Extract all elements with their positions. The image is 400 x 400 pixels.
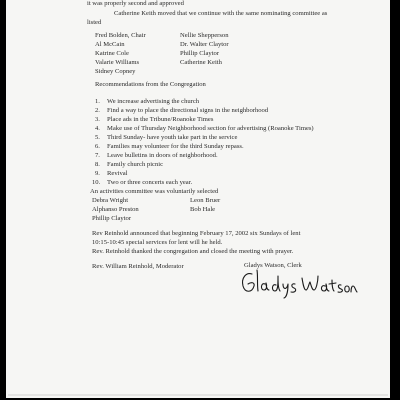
list-item [95, 116, 100, 124]
list-number: 7. [95, 152, 100, 159]
announcement-line-2: 10:15-10:45 special services for lent will he held. [92, 239, 223, 246]
committee-member: Catherine Keith [180, 59, 222, 66]
header-line: it was properly second and approved [87, 0, 184, 7]
list-item-text: Two or three concerts each year. [107, 179, 193, 186]
list-item [95, 134, 100, 142]
list-item-text: Place ads in the Tribune/Roanoke Times [107, 116, 214, 123]
list-number: 3. [95, 116, 100, 123]
list-item [92, 179, 100, 187]
list-item [95, 161, 100, 169]
moderator-signature-line: Rev. William Reinhold, Moderator [92, 263, 184, 270]
list-item [95, 125, 100, 133]
list-item [95, 98, 100, 106]
list-item-text: We increase advertising the church [107, 98, 200, 105]
announcement-line-3: Rev. Reinhold thanked the congregation and closed the meeting with prayer. [92, 248, 294, 255]
committee-member: Dr. Walter Claytor [180, 41, 229, 48]
document-page [6, 0, 390, 398]
list-number: 4. [95, 125, 100, 132]
list-number: 8. [95, 161, 100, 168]
activities-member: Bob Hale [190, 206, 216, 213]
list-number: 5. [95, 134, 100, 141]
committee-member: Nellie Shepperson [180, 32, 229, 39]
committee-member: Al McCain [95, 41, 125, 48]
motion-line-1: Catherine Keith moved that we continue with the same nominating committee as [114, 10, 328, 17]
clerk-signature-line: Gladys Watson, Clerk [244, 262, 302, 269]
list-item-text: Revival [107, 170, 128, 177]
announcement-line-1: Rev Reinhold announced that beginning February 17, 2002 six Sundays of lent [92, 230, 301, 237]
list-number: 9. [95, 170, 100, 177]
list-item [95, 170, 100, 178]
list-item-text: Third Sunday- have youth take part in the service [107, 134, 238, 141]
list-item [95, 143, 100, 151]
committee-member: Valarie Williams [95, 59, 140, 66]
page-bottom-edge [8, 394, 388, 396]
clerk-handwritten-signature [238, 266, 358, 300]
committee-member: Phillip Claytor [180, 50, 220, 57]
committee-member: Sidney Copney [95, 68, 136, 75]
activities-member: Alphanso Preston [92, 206, 139, 213]
list-item [95, 152, 100, 160]
activities-member: Phillip Claytor [92, 215, 132, 222]
activities-line: An activities committee was voluntarily selected [90, 188, 219, 195]
list-number: 1. [95, 98, 100, 105]
committee-member: Katrine Cole [95, 50, 129, 57]
list-item-text: Find a way to place the directional signs in the neighborhood [107, 107, 269, 114]
list-number: 2. [95, 107, 100, 114]
motion-line-2: listed [87, 19, 102, 26]
list-item-text: Make use of Thursday Neighborhood section for advertising (Roanoke Times) [107, 125, 314, 132]
list-number: 10. [92, 179, 101, 186]
list-item-text: Leave bulletins in doors of neighborhood. [107, 152, 218, 159]
list-item-text: Families may volunteer for the third Sunday repass. [107, 143, 244, 150]
list-item [95, 107, 100, 115]
list-item-text: Family church picnic [107, 161, 164, 168]
committee-member: Fred Bolden, Chair [95, 32, 146, 39]
recommendations-heading: Recommendations from the Congregation [95, 81, 206, 88]
list-number: 6. [95, 143, 100, 150]
activities-member: Leon Bruer [190, 197, 221, 204]
activities-member: Debra Wright [92, 197, 129, 204]
